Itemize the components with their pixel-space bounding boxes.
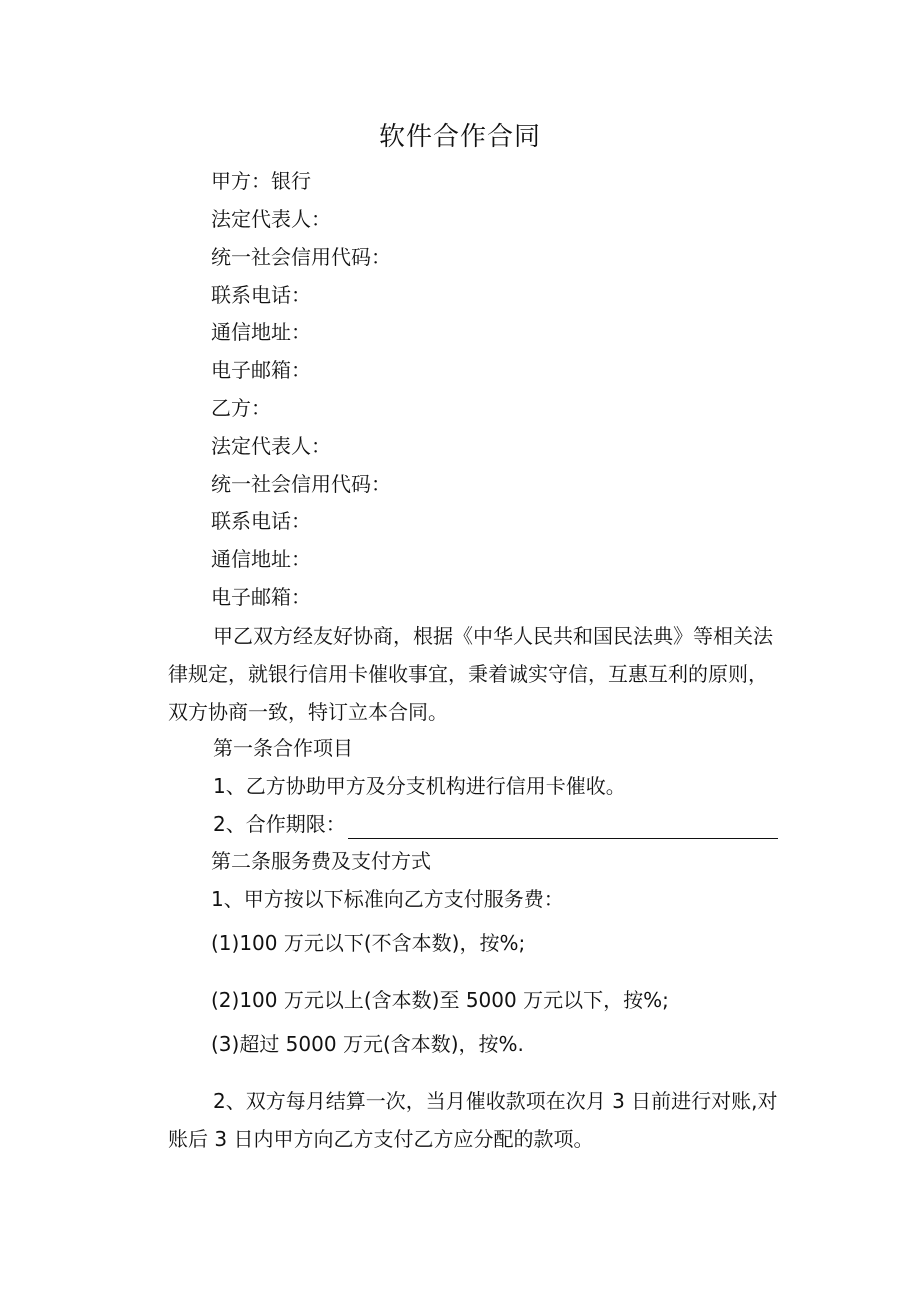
article-1-item-2 bbox=[213, 809, 778, 839]
party-a-name: 甲方：银行 bbox=[211, 169, 311, 193]
article-2-heading: 第二条服务费及支付方式 bbox=[211, 849, 431, 873]
party-b-email: 电子邮箱： bbox=[211, 585, 311, 609]
article-1-heading: 第一条合作项目 bbox=[213, 736, 353, 760]
contract-term-blank[interactable] bbox=[348, 816, 778, 839]
article-1-item-1: 1、乙方协助甲方及分支机构进行信用卡催收。 bbox=[213, 774, 626, 798]
party-a-address: 通信地址： bbox=[211, 320, 311, 344]
party-b-name: 乙方： bbox=[211, 396, 271, 420]
party-b-legal-rep: 法定代表人： bbox=[211, 434, 331, 458]
article-2-item-2-line: 2、双方每月结算一次，当月催收款项在次月 3 日前进行对账,对 bbox=[213, 1089, 778, 1113]
preamble-line: 律规定，就银行信用卡催收事宜，秉着诚实守信，互惠互利的原则， bbox=[168, 662, 768, 686]
preamble-line: 甲乙双方经友好协商，根据《中华人民共和国民法典》等相关法 bbox=[213, 624, 773, 648]
preamble-line: 双方协商一致，特订立本合同。 bbox=[168, 700, 448, 724]
fee-rate-line: (3)超过 5000 万元(含本数)，按%. bbox=[211, 1032, 524, 1056]
party-a-email: 电子邮箱： bbox=[211, 358, 311, 382]
party-a-credit-code: 统一社会信用代码： bbox=[211, 245, 391, 269]
fee-rate-line: (1)100 万元以下(不含本数)，按%; bbox=[211, 931, 526, 955]
party-b-credit-code: 统一社会信用代码： bbox=[211, 472, 391, 496]
article-2-item-2-line: 账后 3 日内甲方向乙方支付乙方应分配的款项。 bbox=[168, 1127, 594, 1151]
party-b-address: 通信地址： bbox=[211, 547, 311, 571]
party-a-legal-rep: 法定代表人： bbox=[211, 207, 331, 231]
fee-rate-line: (2)100 万元以上(含本数)至 5000 万元以下，按%; bbox=[211, 988, 669, 1012]
party-b-phone: 联系电话： bbox=[211, 509, 311, 533]
document-title: 软件合作合同 bbox=[378, 122, 541, 152]
contract-term-label: 2、合作期限： bbox=[213, 812, 346, 836]
party-a-phone: 联系电话： bbox=[211, 283, 311, 307]
article-2-item-1: 1、甲方按以下标准向乙方支付服务费： bbox=[211, 887, 564, 911]
